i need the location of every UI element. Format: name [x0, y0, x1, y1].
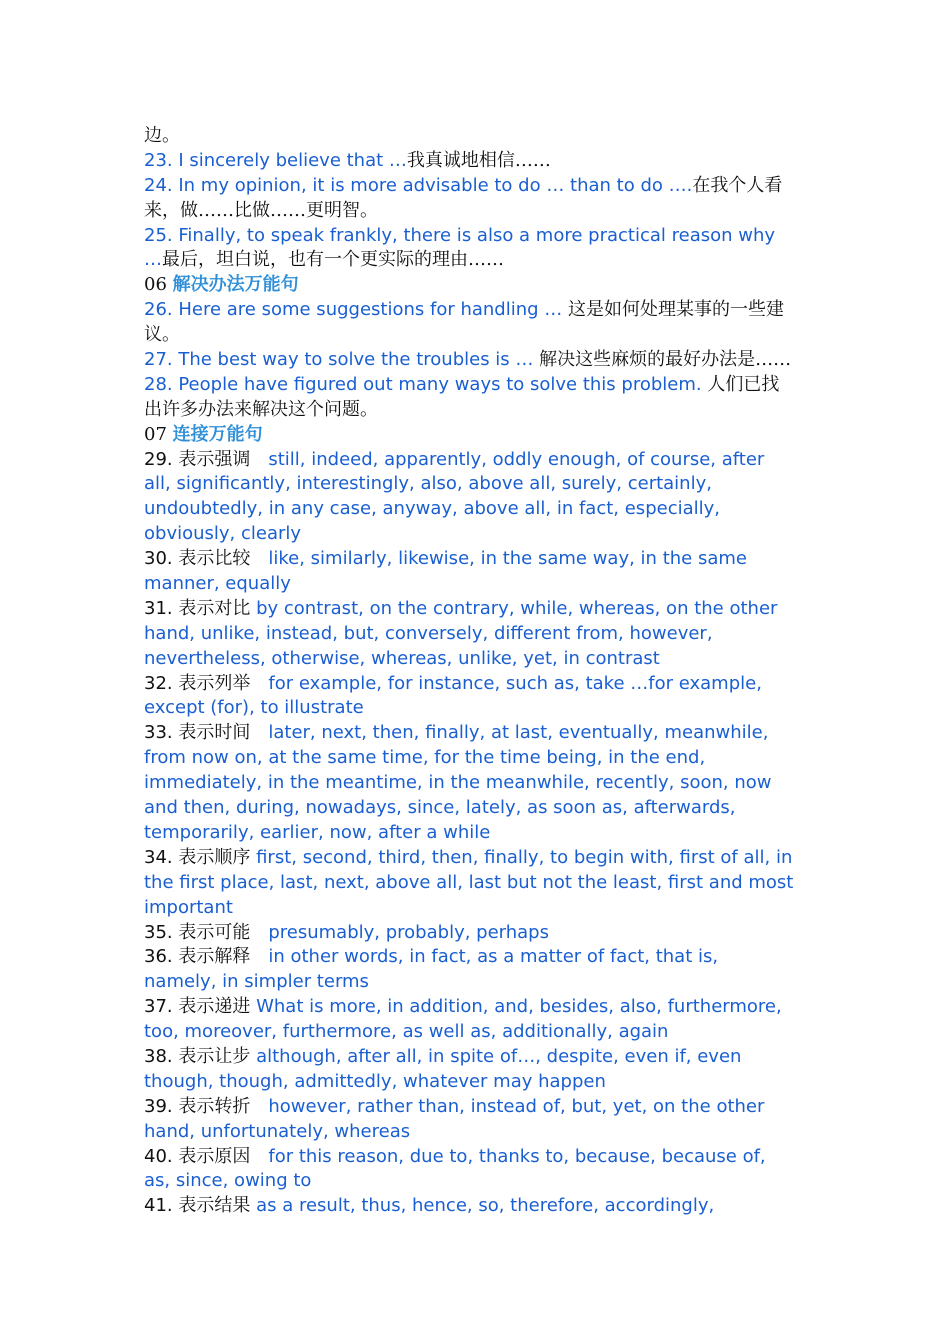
item-number: 41.: [144, 1195, 179, 1217]
english-text: all, significantly, interestingly, also, above all, surely, certainly,: [144, 473, 712, 495]
text-line: [144, 1020, 810, 1045]
item-number: 30.: [144, 548, 179, 570]
english-text: presumably, probably, perhaps: [268, 921, 549, 943]
text-line: [144, 846, 810, 871]
chinese-text: 表示结果: [178, 1195, 251, 1217]
english-text: What is more, in addition, and, besides, also, furthermore,: [250, 996, 782, 1018]
text-line: [144, 995, 810, 1020]
text-line: [144, 174, 810, 199]
chinese-text: 表示可能: [178, 921, 251, 943]
text-line: [144, 1194, 810, 1219]
item-number: 29.: [144, 448, 179, 470]
text-line: [144, 871, 810, 896]
text-line: [144, 199, 810, 224]
english-text: for example, for instance, such as, take …for example,: [268, 672, 762, 694]
text-line: [144, 597, 810, 622]
chinese-text: 表示比较: [178, 548, 251, 570]
chinese-text: 表示原因: [178, 1145, 251, 1167]
english-text: hand, unfortunately, whereas: [144, 1120, 411, 1142]
chinese-text: 我真诚地相信……: [406, 149, 551, 171]
section-title: 连接万能句: [172, 423, 263, 445]
english-text: 28. People have figured out many ways to solve this problem.: [144, 373, 708, 395]
text-line: [144, 373, 810, 398]
english-text: from now on, at the same time, for the time being, in the end,: [144, 747, 706, 769]
text-line: [144, 572, 810, 597]
chinese-text: 出许多办法来解决这个问题。: [144, 398, 378, 420]
text-line: [144, 647, 810, 672]
item-number: 34.: [144, 846, 179, 868]
chinese-text: 表示转折: [178, 1095, 251, 1117]
english-text: immediately, in the meantime, in the meanwhile, recently, soon, now: [144, 772, 772, 794]
chinese-text: 边。: [144, 125, 180, 146]
chinese-text: 议。: [144, 324, 180, 346]
english-text: for this reason, due to, thanks to, because, because of,: [268, 1145, 766, 1167]
chinese-text: 表示让步: [178, 1045, 251, 1067]
item-number: 36.: [144, 946, 179, 968]
chinese-text: 表示递进: [178, 996, 251, 1018]
english-text: except (for), to illustrate: [144, 697, 364, 719]
document-page: [144, 124, 810, 1219]
english-text: as, since, owing to: [144, 1170, 312, 1192]
text-line: [144, 771, 810, 796]
english-text: hand, unlike, instead, but, conversely, different from, however,: [144, 622, 713, 644]
text-line: [144, 547, 810, 572]
chinese-text: 最后，坦白说，也有一个更实际的理由……: [162, 249, 504, 271]
english-text: and then, during, nowadays, since, lately, as soon as, afterwards,: [144, 797, 736, 819]
english-text: like, similarly, likewise, in the same way, in the same: [268, 548, 747, 570]
chinese-text: 人们已找: [707, 373, 780, 395]
text-line: [144, 970, 810, 995]
chinese-text: 表示顺序: [178, 846, 251, 868]
text-line: [144, 448, 810, 473]
text-line: [144, 273, 810, 298]
text-line: [144, 398, 810, 423]
english-text: temporarily, earlier, now, after a while: [144, 821, 491, 843]
text-line: [144, 746, 810, 771]
text-line: [144, 522, 810, 547]
english-text: …: [144, 249, 162, 271]
chinese-text: 解决这些麻烦的最好办法是……: [539, 349, 792, 371]
english-text: still, indeed, apparently, oddly enough, of course, after: [268, 448, 765, 470]
english-text: 25. Finally, to speak frankly, there is also a more practical reason why: [144, 224, 776, 246]
text-line: [144, 224, 810, 249]
english-text: though, though, admittedly, whatever may happen: [144, 1070, 606, 1092]
item-number: 39.: [144, 1095, 179, 1117]
text-line: [144, 423, 810, 448]
text-line: [144, 921, 810, 946]
section-number: 06: [144, 274, 173, 296]
text-line: [144, 796, 810, 821]
english-text: namely, in simpler terms: [144, 971, 369, 993]
text-line: [144, 1070, 810, 1095]
english-text: by contrast, on the contrary, while, whereas, on the other: [250, 597, 778, 619]
item-number: 31.: [144, 597, 179, 619]
english-text: later, next, then, finally, at last, eventually, meanwhile,: [268, 722, 769, 744]
text-line: [144, 696, 810, 721]
item-number: 38.: [144, 1045, 179, 1067]
section-title: 解决办法万能句: [172, 274, 299, 296]
text-line: [144, 672, 810, 697]
english-text: the first place, last, next, above all, last but not the least, first and most: [144, 871, 794, 893]
text-line: [144, 472, 810, 497]
english-text: although, after all, in spite of…, despite, even if, even: [250, 1045, 742, 1067]
item-number: 32.: [144, 672, 179, 694]
chinese-text: 在我个人看: [692, 174, 783, 196]
chinese-text: 这是如何处理某事的一些建: [568, 299, 785, 321]
text-line: [144, 1145, 810, 1170]
english-text: 23. I sincerely believe that …: [144, 149, 407, 171]
english-text: 24. In my opinion, it is more advisable to do … than to do ….: [144, 174, 693, 196]
text-line: [144, 149, 810, 174]
text-line: [144, 1045, 810, 1070]
text-line: [144, 1169, 810, 1194]
english-text: obviously, clearly: [144, 523, 302, 545]
text-line: [144, 821, 810, 846]
chinese-text: 表示对比: [178, 597, 251, 619]
english-text: however, rather than, instead of, but, yet, on the other: [268, 1095, 765, 1117]
text-line: [144, 1095, 810, 1120]
text-line: [144, 124, 810, 149]
english-text: manner, equally: [144, 573, 291, 595]
item-number: 33.: [144, 722, 179, 744]
item-number: 37.: [144, 996, 179, 1018]
english-text: nevertheless, otherwise, whereas, unlike, yet, in contrast: [144, 647, 660, 669]
chinese-text: 表示解释: [178, 946, 251, 968]
text-line: [144, 497, 810, 522]
text-line: [144, 721, 810, 746]
english-text: 26. Here are some suggestions for handling …: [144, 299, 569, 321]
text-line: [144, 945, 810, 970]
chinese-text: 表示强调: [178, 448, 251, 470]
chinese-text: 表示列举: [178, 672, 251, 694]
english-text: 27. The best way to solve the troubles is …: [144, 349, 540, 371]
english-text: undoubtedly, in any case, anyway, above all, in fact, especially,: [144, 498, 720, 520]
text-line: [144, 1120, 810, 1145]
english-text: too, moreover, furthermore, as well as, additionally, again: [144, 1021, 669, 1043]
text-line: [144, 348, 810, 373]
english-text: in other words, in fact, as a matter of fact, that is,: [268, 946, 719, 968]
text-line: [144, 622, 810, 647]
item-number: 40.: [144, 1145, 179, 1167]
text-line: [144, 323, 810, 348]
text-line: [144, 298, 810, 323]
chinese-text: 来，做……比做……更明智。: [144, 199, 378, 221]
chinese-text: 表示时间: [178, 722, 251, 744]
text-line: [144, 248, 810, 273]
section-number: 07: [144, 423, 173, 445]
text-line: [144, 896, 810, 921]
english-text: as a result, thus, hence, so, therefore, accordingly,: [250, 1195, 715, 1217]
english-text: first, second, third, then, finally, to begin with, first of all, in: [250, 846, 793, 868]
english-text: important: [144, 896, 233, 918]
item-number: 35.: [144, 921, 179, 943]
